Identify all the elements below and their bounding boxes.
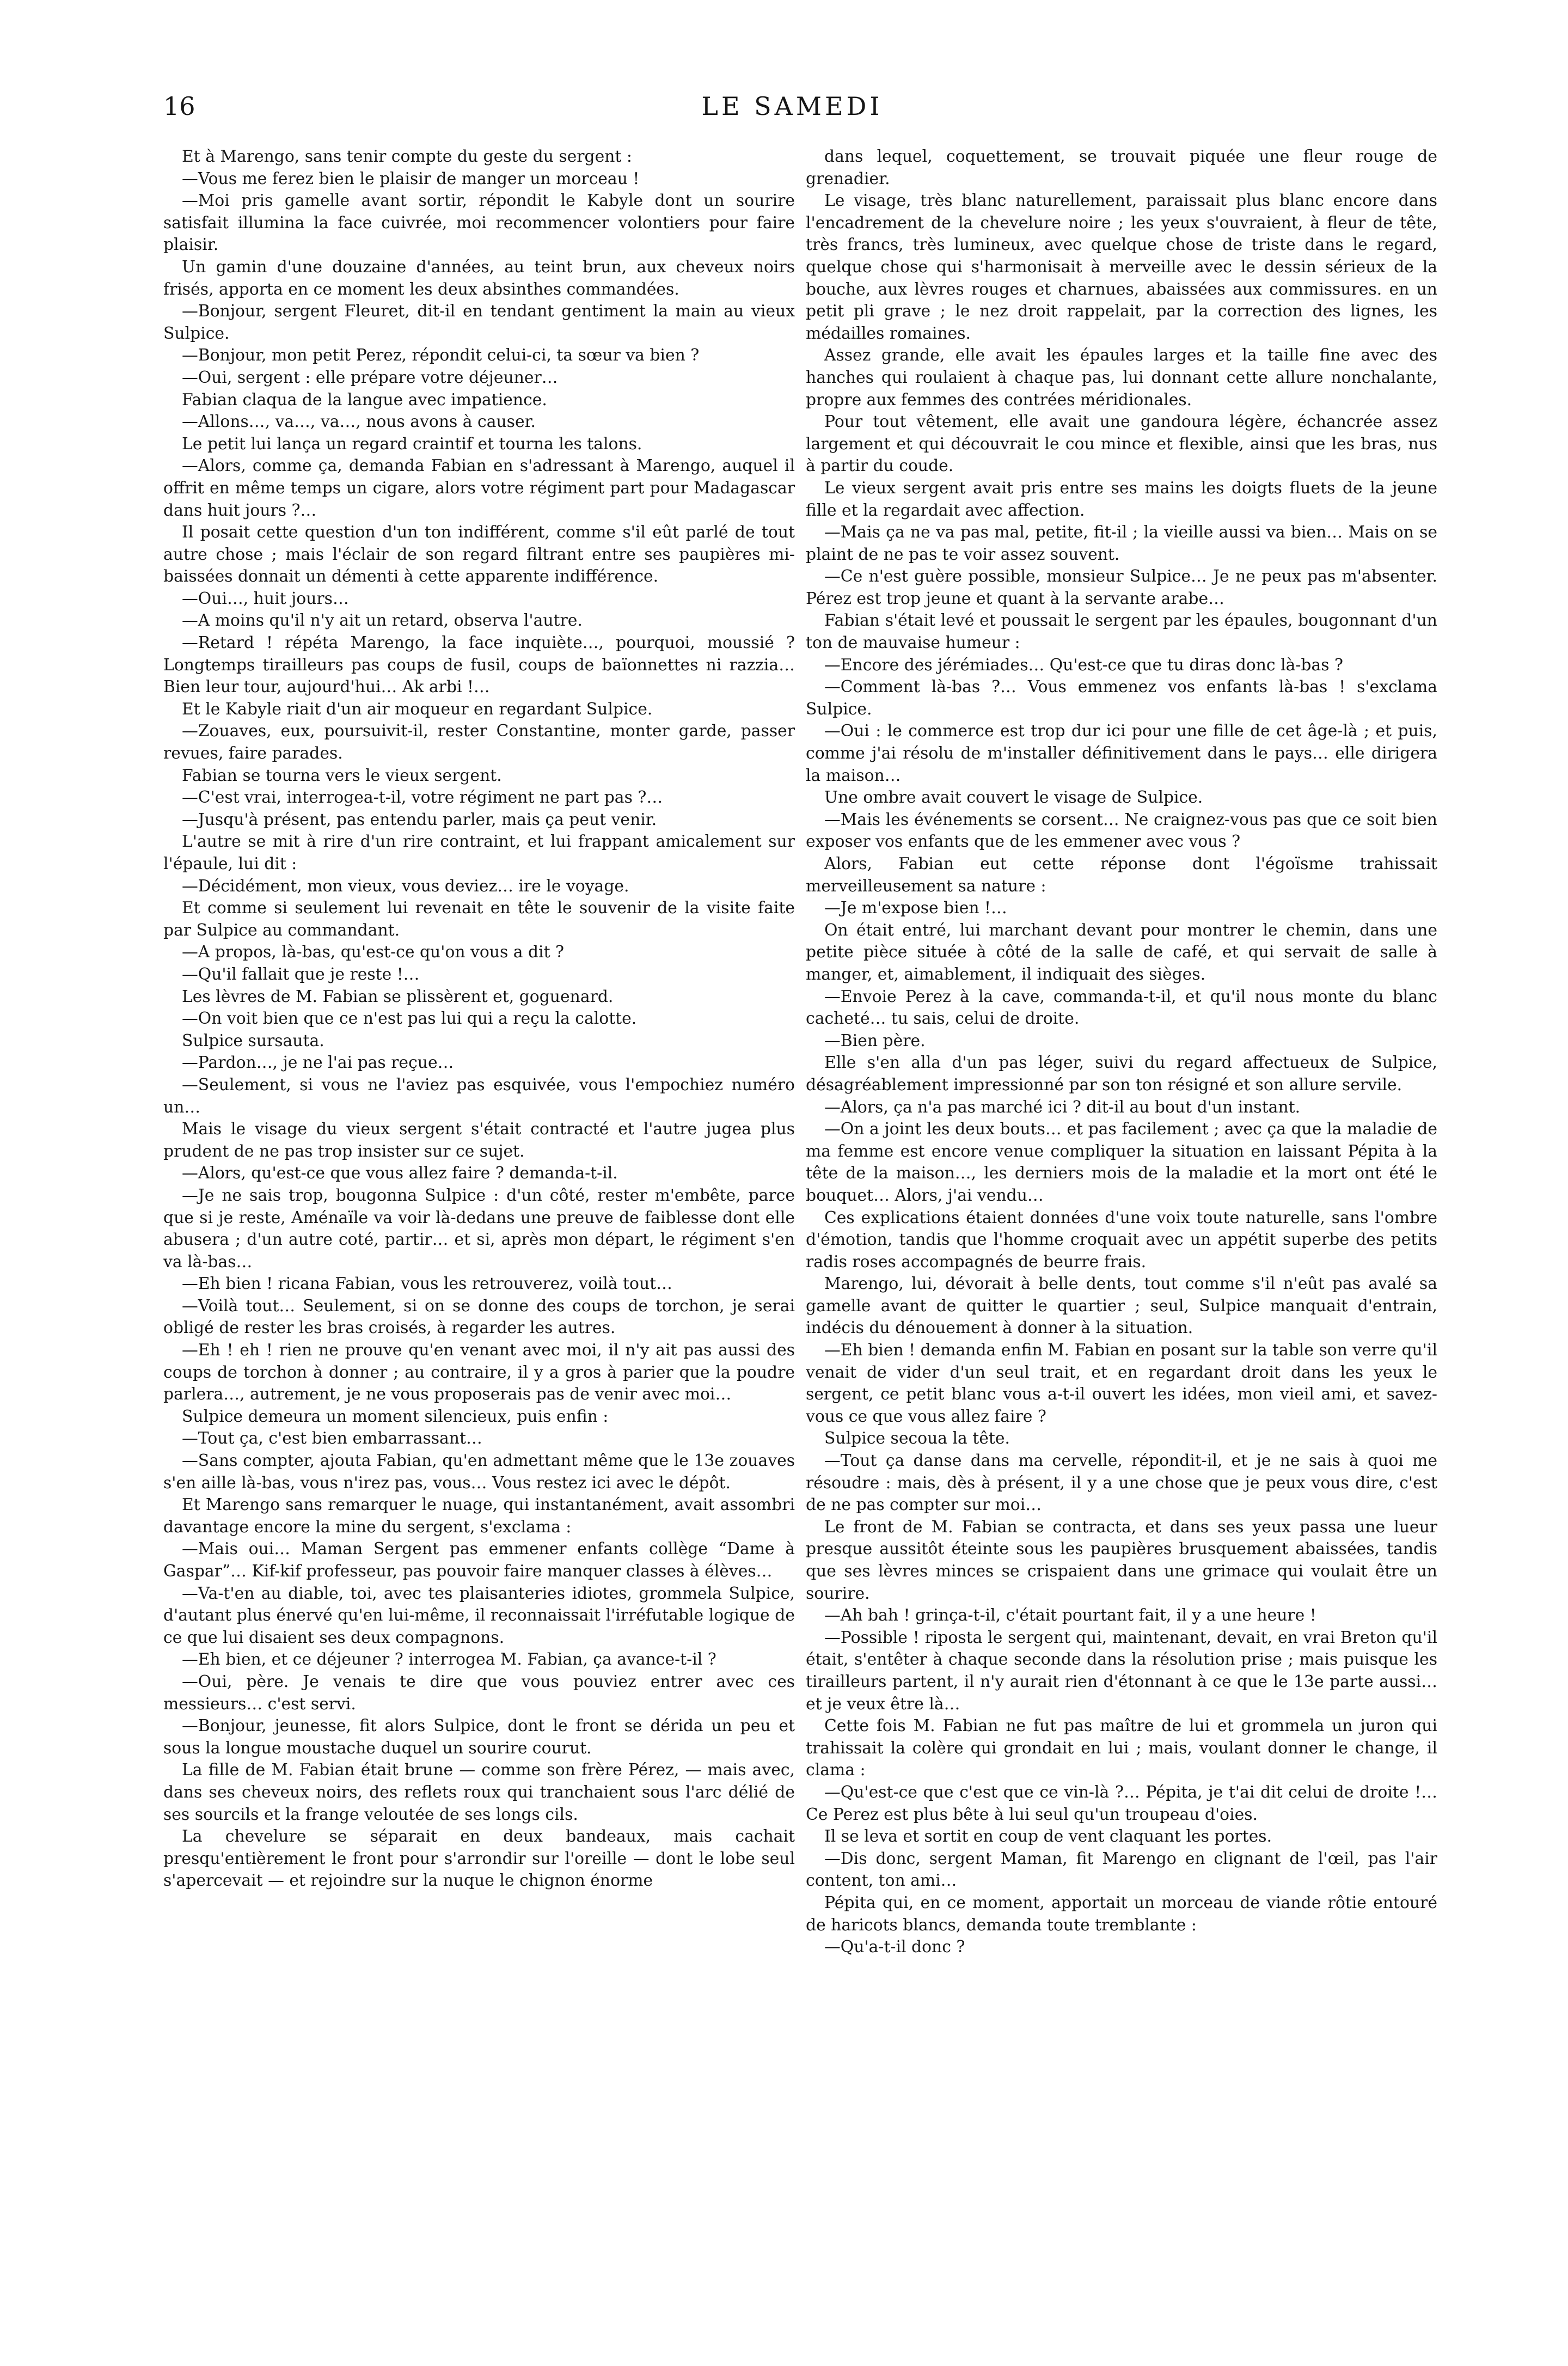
- paragraph: Un gamin d'une douzaine d'années, au teint brun, aux cheveux noirs frisés, apporta en ce moment les deux absinthes commandées.: [163, 257, 795, 299]
- paragraph: —Encore des jérémiades… Qu'est-ce que tu diras donc là-bas ?: [824, 655, 1344, 675]
- paragraph: —Bien père.: [824, 1031, 926, 1050]
- paragraph: —Va-t'en au diable, toi, avec tes plaisanteries idiotes, grommela Sulpice, d'autant plus énervé qu'en lui-même, il reconnaissait l'irréfutable logique de ce que lui disaient ses deux compagnons.: [163, 1584, 795, 1647]
- paragraph: —Je ne sais trop, bougonna Sulpice : d'un côté, rester m'embête, parce que si je reste, Aménaïle va voir là-dedans une preuve de faiblesse dont elle abusera ; d'un autre coté, partir… et si, après mon départ, le régiment s'en va là-bas…: [163, 1185, 795, 1271]
- paragraph: Le front de M. Fabian se contracta, et dans ses yeux passa une lueur presque aussitôt éteinte sous les paupières brusquement abaissées, tandis que ses lèvres minces se crispaient dans une grimace qui voulait être un sourire.: [806, 1517, 1437, 1603]
- paragraph: Mais le visage du vieux sergent s'était contracté et l'autre jugea plus prudent de ne pas trop insister sur ce sujet.: [163, 1120, 795, 1161]
- paragraph: —Ah bah ! grinça-t-il, c'était pourtant fait, il y a une heure !: [824, 1606, 1316, 1625]
- paragraph: —On voit bien que ce n'est pas lui qui a reçu la calotte.: [182, 1009, 637, 1029]
- paragraph: —Moi pris gamelle avant sortir, répondit le Kabyle dont un sourire satisfait illumina la face cuivrée, moi recommencer volontiers pour faire plaisir.: [163, 191, 795, 255]
- paragraph: —Allons…, va…, va…, nous avons à causer.: [182, 412, 536, 432]
- paragraph: Marengo, lui, dévorait à belle dents, tout comme s'il n'eût pas avalé sa gamelle avant de quitter le quartier ; seul, Sulpice manquait d'entrain, indécis du dénouement à donner à la situation.: [806, 1274, 1437, 1338]
- paragraph: —Oui : le commerce est trop dur ici pour une fille de cet âge-là ; et puis, comme j'ai résolu de m'installer définitivement dans le pays… elle dirigera la maison…: [806, 722, 1437, 785]
- paragraph: —Retard ! répéta Marengo, la face inquiète…, pourquoi, moussié ? Longtemps tirailleurs pas coups de fusil, coups de baïonnettes ni razzia… Bien leur tour, aujourd'hui… Ak arbi !…: [163, 633, 795, 697]
- paragraph: La chevelure se séparait en deux bandeaux, mais cachait presqu'entièrement le front pour s'arrondir sur l'oreille — dont le lobe seul s'apercevait — et rejoindre sur la nuque le chignon énorme: [163, 1827, 795, 1891]
- paragraph: —Mais oui… Maman Sergent pas emmener enfants collège “Dame à Gaspar”… Kif-kif professeur, pas pouvoir faire manquer classes à élèves…: [163, 1539, 795, 1581]
- paragraph: —Envoie Perez à la cave, commanda-t-il, et qu'il nous monte du blanc cacheté… tu sais, celui de droite.: [806, 987, 1437, 1029]
- paragraph: —Alors, qu'est-ce que vous allez faire ? demanda-t-il.: [182, 1164, 618, 1183]
- paragraph: Sulpice demeura un moment silencieux, puis enfin :: [182, 1407, 609, 1426]
- paragraph: —Eh bien ! demanda enfin M. Fabian en posant sur la table son verre qu'il venait de vider d'un seul trait, et en regardant droit dans les yeux le sergent, ce petit blanc vous a-t-il ouvert les idées, mon vieil ami, et savez-vous ce que vous allez faire ?: [806, 1341, 1437, 1426]
- paragraph: Et le Kabyle riait d'un air moqueur en regardant Sulpice.: [182, 699, 653, 719]
- paragraph: —Voilà tout… Seulement, si on se donne des coups de torchon, je serai obligé de rester les bras croisés, à regarder les autres.: [163, 1296, 795, 1338]
- paragraph: Alors, Fabian eut cette réponse dont l'égoïsme trahissait merveilleusement sa nature :: [806, 854, 1437, 896]
- paragraph: —Dis donc, sergent Maman, fit Marengo en clignant de l'œil, pas l'air content, ton ami…: [806, 1849, 1437, 1891]
- paragraph: —Bonjour, sergent Fleuret, dit-il en tendant gentiment la main au vieux Sulpice.: [163, 302, 795, 343]
- paragraph: —Je m'expose bien !…: [824, 898, 1007, 918]
- paragraph: —Eh ! eh ! rien ne prouve qu'en venant avec moi, il n'y ait pas aussi des coups de torchon à donner ; au contraire, il y a gros à parier que la poudre parlera…, autrement, je ne vous proposerais pas de venir avec moi…: [163, 1341, 795, 1404]
- paragraph: Elle s'en alla d'un pas léger, suivi du regard affectueux de Sulpice, désagréablement impressionné par son ton résigné et son allure servile.: [806, 1053, 1437, 1095]
- paragraph: —Eh bien ! ricana Fabian, vous les retrouverez, voilà tout…: [182, 1274, 672, 1294]
- paragraph: Le visage, très blanc naturellement, paraissait plus blanc encore dans l'encadrement de la chevelure noire ; les yeux s'ouvraient, à fleur de tête, très francs, très lumineux, avec quelque chose de triste dans le regard, quelque chose qui s'harmonisait à merveille avec le dessin sérieux de la bouche, aux lèvres rouges et charnues, abaissées aux commissures. en un petit pli grave ; le nez droit rappelait, par la correction des lignes, les médailles romaines.: [806, 191, 1437, 343]
- paragraph: Fabian s'était levé et poussait le sergent par les épaules, bougonnant d'un ton de mauvaise humeur :: [806, 611, 1437, 653]
- paragraph: —Oui, père. Je venais te dire que vous pouviez entrer avec ces messieurs… c'est servi.: [163, 1672, 795, 1714]
- paragraph: Sulpice secoua la tête.: [824, 1429, 1010, 1448]
- paragraph: —A moins qu'il n'y ait un retard, observa l'autre.: [182, 611, 583, 631]
- paragraph: Les lèvres de M. Fabian se plissèrent et, goguenard.: [182, 987, 614, 1006]
- paragraph: Il se leva et sortit en coup de vent claquant les portes.: [824, 1827, 1272, 1847]
- paragraph: Sulpice sursauta.: [182, 1031, 324, 1050]
- paragraph: —Sans compter, ajouta Fabian, qu'en admettant même que le 13e zouaves s'en aille là-bas, vous n'irez pas, vous… Vous restez ici avec le dépôt.: [163, 1451, 795, 1493]
- paragraph: Fabian se tourna vers le vieux sergent.: [182, 766, 502, 785]
- left-column: [163, 146, 795, 2270]
- paragraph: Pépita qui, en ce moment, apportait un morceau de viande rôtie entouré de haricots blancs, demanda toute tremblante :: [806, 1893, 1437, 1935]
- paragraph: —Décidément, mon vieux, vous deviez… ire le voyage.: [182, 876, 629, 896]
- paragraph: —Tout ça danse dans ma cervelle, répondit-il, et je ne sais à quoi me résoudre : mais, dès à présent, il y a une chose que je peux vous dire, c'est de ne pas compter sur moi…: [806, 1451, 1437, 1515]
- paragraph: —Seulement, si vous ne l'aviez pas esquivée, vous l'empochiez numéro un…: [163, 1075, 795, 1117]
- paragraph: —Alors, ça n'a pas marché ici ? dit-il au bout d'un instant.: [824, 1097, 1301, 1117]
- paragraph: —Possible ! riposta le sergent qui, maintenant, devait, en vrai Breton qu'il était, s'entêter à chaque seconde dans la résolution prise ; mais puisque les tirailleurs partent, il n'y aurait rien d'étonnant à ce que le 13e parte aussi… et je veux être là…: [806, 1628, 1437, 1714]
- paragraph: —On a joint les deux bouts… et pas facilement ; avec ça que la maladie de ma femme est encore venue compliquer la situation en laissant Pépita à la tête de la maison…, les derniers mois de la maladie et la mort ont été le bouquet… Alors, j'ai vendu…: [806, 1120, 1437, 1205]
- paragraph: —Qu'il fallait que je reste !…: [182, 964, 420, 984]
- paragraph: Le vieux sergent avait pris entre ses mains les doigts fluets de la jeune fille et la regardait avec affection.: [806, 478, 1437, 520]
- paragraph: —Qu'est-ce que c'est que ce vin-là ?… Pépita, je t'ai dit celui de droite !… Ce Perez est plus bête à lui seul qu'un troupeau d'oies.: [806, 1782, 1437, 1824]
- paragraph: —Oui, sergent : elle prépare votre déjeuner…: [182, 368, 558, 387]
- paragraph: —Tout ça, c'est bien embarrassant…: [182, 1429, 482, 1448]
- paragraph: —Ce n'est guère possible, monsieur Sulpice… Je ne peux pas m'absenter. Pérez est trop jeune et quant à la servante arabe…: [806, 567, 1437, 608]
- paragraph: La fille de M. Fabian était brune — comme son frère Pérez, — mais avec, dans ses cheveux noirs, des reflets roux qui tranchaient sous l'arc délié de ses sourcils et la frange veloutée de ses longs cils.: [163, 1760, 795, 1824]
- paragraph: Et comme si seulement lui revenait en tête le souvenir de la visite faite par Sulpice au commandant.: [163, 898, 795, 940]
- paragraph: —Pardon…, je ne l'ai pas reçue…: [182, 1053, 454, 1073]
- paragraph: Cette fois M. Fabian ne fut pas maître de lui et grommela un juron qui trahissait la colère qui grondait en lui ; mais, voulant donner le change, il clama :: [806, 1716, 1437, 1780]
- paragraph: On était entré, lui marchant devant pour montrer le chemin, dans une petite pièce située à côté de la salle de café, et qui servait de salle à manger, et, aimablement, il indiquait des sièges.: [806, 920, 1437, 984]
- paragraph: —Alors, comme ça, demanda Fabian en s'adressant à Marengo, auquel il offrit en même temps un cigare, alors votre régiment part pour Madagascar dans huit jours ?…: [163, 456, 795, 520]
- paragraph: Pour tout vêtement, elle avait une gandoura légère, échancrée assez largement et qui découvrait le cou mince et flexible, ainsi que les bras, nus à partir du coude.: [806, 412, 1437, 476]
- paragraph: —Jusqu'à présent, pas entendu parler, mais ça peut venir.: [182, 810, 657, 829]
- paragraph: —Comment là-bas ?… Vous emmenez vos enfants là-bas ! s'exclama Sulpice.: [806, 677, 1437, 719]
- right-column: [806, 146, 1437, 2270]
- paragraph: Et à Marengo, sans tenir compte du geste du sergent :: [182, 147, 632, 166]
- paragraph: Le petit lui lança un regard craintif et tourna les talons.: [182, 434, 642, 454]
- page-header: [163, 91, 1421, 135]
- paragraph: dans lequel, coquettement, se trouvait piquée une fleur rouge de grenadier.: [806, 147, 1437, 188]
- paragraph: —Qu'a-t-il donc ?: [824, 1937, 965, 1957]
- journal-title: LE SAMEDI: [701, 91, 883, 121]
- paragraph: —Bonjour, jeunesse, fit alors Sulpice, dont le front se dérida un peu et sous la longue moustache duquel un sourire courut.: [163, 1716, 795, 1758]
- paragraph: L'autre se mit à rire d'un rire contraint, et lui frappant amicalement sur l'épaule, lui dit :: [163, 832, 795, 873]
- paragraph: —A propos, là-bas, qu'est-ce qu'on vous a dit ?: [182, 943, 564, 962]
- paragraph: —Vous me ferez bien le plaisir de manger un morceau !: [182, 169, 640, 188]
- paragraph: Assez grande, elle avait les épaules larges et la taille fine avec des hanches qui roulaient à chaque pas, lui donnant cette allure nonchalante, propre aux femmes des contrées méridionales.: [806, 346, 1437, 409]
- paragraph: Une ombre avait couvert le visage de Sulpice.: [824, 788, 1203, 808]
- paragraph: —Bonjour, mon petit Perez, répondit celui-ci, ta sœur va bien ?: [182, 346, 700, 365]
- paragraph: Il posait cette question d'un ton indifférent, comme s'il eût parlé de tout autre chose ; mais l'éclair de son regard filtrant entre ses paupières mi-baissées donnait un démenti à cette apparente indifférence.: [163, 523, 795, 586]
- paragraph: —Zouaves, eux, poursuivit-il, rester Constantine, monter garde, passer revues, faire parades.: [163, 722, 795, 763]
- paragraph: Fabian claqua de la langue avec impatience.: [182, 390, 547, 409]
- paragraph: Ces explications étaient données d'une voix toute naturelle, sans l'ombre d'émotion, tandis que l'homme croquait avec un appétit superbe des petits radis roses accompagnés de beurre frais.: [806, 1208, 1437, 1271]
- paragraph: —C'est vrai, interrogea-t-il, votre régiment ne part pas ?…: [182, 788, 663, 808]
- paragraph: —Eh bien, et ce déjeuner ? interrogea M. Fabian, ça avance-t-il ?: [182, 1650, 716, 1670]
- paragraph: Et Marengo sans remarquer le nuage, qui instantanément, avait assombri davantage encore la mine du sergent, s'exclama :: [163, 1495, 795, 1537]
- paragraph: —Mais ça ne va pas mal, petite, fit-il ; la vieille aussi va bien… Mais on se plaint de ne pas te voir assez souvent.: [806, 523, 1437, 564]
- paragraph: —Oui…, huit jours…: [182, 589, 349, 608]
- paragraph: —Mais les événements se corsent… Ne craignez-vous pas que ce soit bien exposer vos enfants que de les emmener avec vous ?: [806, 810, 1437, 852]
- page-number: 16: [163, 91, 195, 121]
